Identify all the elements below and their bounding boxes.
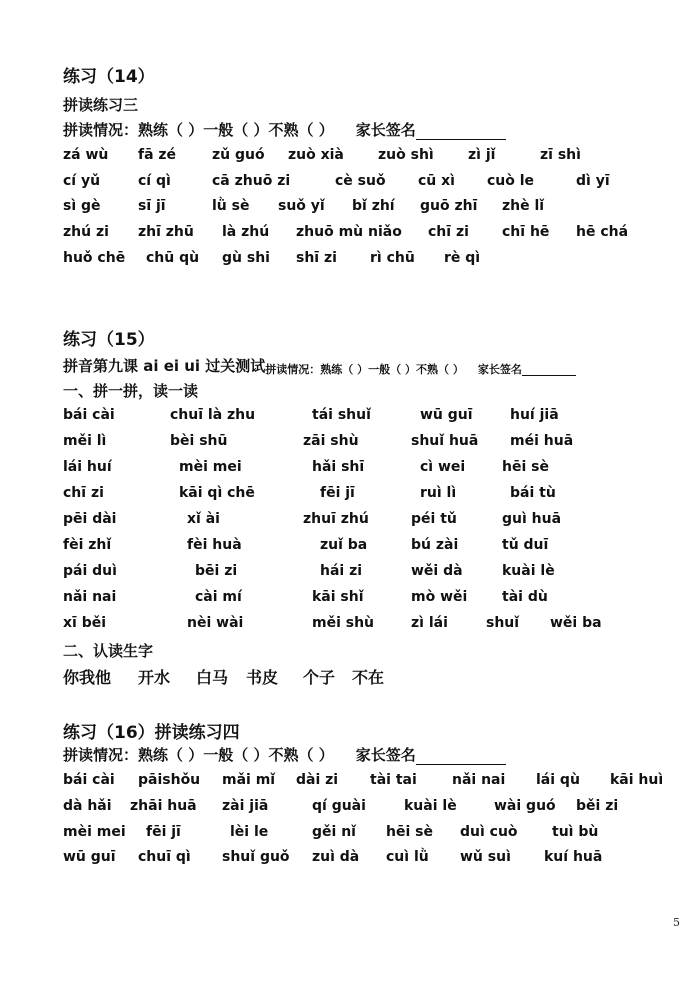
pinyin-word: zuò xià bbox=[288, 147, 344, 163]
status-label: 拼读情况： bbox=[63, 121, 139, 139]
pinyin-word: tái shuǐ bbox=[312, 407, 371, 423]
pinyin-word: lái qù bbox=[536, 772, 580, 788]
pinyin-word: bái cài bbox=[63, 407, 115, 423]
pinyin-word: pái duì bbox=[63, 563, 117, 579]
pinyin-word: mèi mei bbox=[179, 459, 242, 475]
pinyin-word: lǜ sè bbox=[212, 198, 250, 214]
pinyin-word: kuài lè bbox=[404, 798, 457, 814]
pinyin-word: hē chá bbox=[576, 224, 629, 240]
pinyin-word: bēi zi bbox=[195, 563, 238, 579]
pinyin-word: pēi dài bbox=[63, 511, 117, 527]
character-group: 你我他 bbox=[63, 668, 112, 687]
pinyin-word: dà hǎi bbox=[63, 798, 112, 814]
pinyin-word: cì wei bbox=[420, 459, 466, 475]
pinyin-word: hái zi bbox=[320, 563, 363, 579]
ex15-header-line bbox=[63, 355, 576, 376]
pinyin-word: shī zi bbox=[296, 250, 337, 266]
pinyin-word: méi huā bbox=[510, 433, 574, 449]
pinyin-word: sì gè bbox=[63, 198, 101, 214]
pinyin-word: fèi zhǐ bbox=[63, 537, 112, 553]
ex15-title: 练习（15） bbox=[63, 330, 155, 350]
pinyin-word: zá wù bbox=[63, 147, 109, 163]
pinyin-word: bèi shū bbox=[170, 433, 228, 449]
pinyin-word: cè suǒ bbox=[335, 173, 386, 189]
pinyin-word: zì jǐ bbox=[468, 147, 496, 163]
pinyin-word: nǎi nai bbox=[63, 589, 117, 605]
status-unfamiliar: 不熟（ ） bbox=[268, 121, 334, 139]
pinyin-word: zāi shù bbox=[303, 433, 359, 449]
pinyin-word: wū guī bbox=[63, 849, 116, 865]
pinyin-word: gěi nǐ bbox=[312, 824, 356, 840]
pinyin-word: fā zé bbox=[138, 147, 177, 163]
character-group: 书皮 bbox=[246, 668, 279, 687]
pinyin-word: fèi huà bbox=[187, 537, 242, 553]
ex14-status-line bbox=[63, 119, 506, 140]
ex14-subtitle: 拼读练习三 bbox=[63, 96, 139, 114]
pinyin-word: guō zhī bbox=[420, 198, 478, 214]
pinyin-word: xǐ ài bbox=[187, 511, 220, 527]
parent-signature-label: 家长签名 bbox=[477, 363, 522, 376]
pinyin-word: bái cài bbox=[63, 772, 115, 788]
character-group: 白马 bbox=[196, 668, 229, 687]
pinyin-word: rì chū bbox=[370, 250, 415, 266]
parent-signature-label: 家长签名 bbox=[355, 121, 416, 139]
pinyin-word: hēi sè bbox=[502, 459, 549, 475]
pinyin-word: wěi dà bbox=[411, 563, 463, 579]
character-group: 开水 bbox=[138, 668, 171, 687]
pinyin-word: fēi jī bbox=[146, 824, 181, 840]
character-group: 不在 bbox=[352, 668, 385, 687]
ex16-status-line bbox=[63, 744, 506, 765]
pinyin-word: cū xì bbox=[418, 173, 455, 189]
pinyin-word: zài jiā bbox=[222, 798, 269, 814]
pinyin-word: zuì dà bbox=[312, 849, 360, 865]
pinyin-word: tài tai bbox=[370, 772, 417, 788]
pinyin-word: nǎi nai bbox=[452, 772, 506, 788]
pinyin-word: cí yǔ bbox=[63, 173, 101, 189]
pinyin-word: hēi sè bbox=[386, 824, 433, 840]
pinyin-word: péi tǔ bbox=[411, 511, 457, 527]
pinyin-word: zuò shì bbox=[378, 147, 434, 163]
pinyin-word: tuì bù bbox=[552, 824, 599, 840]
status-label: 拼读情况： bbox=[265, 363, 321, 376]
pinyin-word: bú zài bbox=[411, 537, 459, 553]
ex15-section2-heading: 二、认读生字 bbox=[63, 642, 154, 660]
ex14-title: 练习（14） bbox=[63, 67, 155, 87]
pinyin-word: dì yī bbox=[576, 173, 610, 189]
pinyin-word: zhuō mù niǎo bbox=[296, 224, 402, 240]
status-unfamiliar: 不熟（ ） bbox=[415, 363, 464, 376]
pinyin-word: chū qù bbox=[146, 250, 200, 266]
pinyin-word: zhè lǐ bbox=[502, 198, 545, 214]
pinyin-word: cài mí bbox=[195, 589, 242, 605]
pinyin-word: pāishǒu bbox=[138, 772, 201, 788]
pinyin-word: měi shù bbox=[312, 615, 375, 631]
pinyin-word: guì huā bbox=[502, 511, 562, 527]
pinyin-word: zī shì bbox=[540, 147, 581, 163]
status-fluent: 熟练（ ） bbox=[138, 746, 204, 764]
pinyin-word: zhuī zhú bbox=[303, 511, 369, 527]
pinyin-word: cā zhuō zi bbox=[212, 173, 291, 189]
pinyin-word: kuí huā bbox=[544, 849, 603, 865]
pinyin-word: xī běi bbox=[63, 615, 107, 631]
pinyin-word: shuǐ bbox=[486, 615, 520, 631]
pinyin-word: zhāi huā bbox=[130, 798, 197, 814]
pinyin-word: bǐ zhí bbox=[352, 198, 395, 214]
pinyin-word: zhú zi bbox=[63, 224, 109, 240]
pinyin-word: běi zi bbox=[576, 798, 619, 814]
pinyin-word: lái huí bbox=[63, 459, 112, 475]
pinyin-word: sī jī bbox=[138, 198, 166, 214]
status-average: 一般（ ） bbox=[368, 363, 416, 376]
pinyin-word: wài guó bbox=[494, 798, 556, 814]
pinyin-word: wǔ suì bbox=[460, 849, 511, 865]
status-average: 一般（ ） bbox=[203, 746, 269, 764]
pinyin-word: chī zi bbox=[63, 485, 104, 501]
pinyin-word: měi lì bbox=[63, 433, 107, 449]
pinyin-word: rè qì bbox=[444, 250, 481, 266]
pinyin-word: shuǐ huā bbox=[411, 433, 479, 449]
pinyin-word: fēi jī bbox=[320, 485, 355, 501]
pinyin-word: zhī zhū bbox=[138, 224, 194, 240]
pinyin-word: dài zi bbox=[296, 772, 339, 788]
pinyin-word: kāi huì bbox=[610, 772, 664, 788]
status-fluent: 熟练（ ） bbox=[138, 121, 204, 139]
pinyin-word: chī zi bbox=[428, 224, 469, 240]
parent-signature-line[interactable] bbox=[416, 764, 506, 765]
parent-signature-label: 家长签名 bbox=[355, 746, 416, 764]
pinyin-word: zì lái bbox=[411, 615, 448, 631]
pinyin-word: shuǐ guǒ bbox=[222, 849, 290, 865]
pinyin-word: zǔ guó bbox=[212, 147, 265, 163]
pinyin-word: nèi wài bbox=[187, 615, 244, 631]
pinyin-word: ruì lì bbox=[420, 485, 457, 501]
pinyin-word: chuī qì bbox=[138, 849, 191, 865]
pinyin-word: kāi qì chē bbox=[179, 485, 255, 501]
status-fluent: 熟练（ ） bbox=[320, 363, 369, 376]
pinyin-word: là zhú bbox=[222, 224, 270, 240]
parent-signature-line[interactable] bbox=[522, 375, 576, 376]
pinyin-word: cí qì bbox=[138, 173, 171, 189]
pinyin-word: kāi shǐ bbox=[312, 589, 364, 605]
pinyin-word: hǎi shī bbox=[312, 459, 365, 475]
status-label: 拼读情况： bbox=[63, 746, 139, 764]
pinyin-word: huí jiā bbox=[510, 407, 559, 423]
character-group: 个子 bbox=[303, 668, 336, 687]
ex15-section1-heading: 一、拼一拼，读一读 bbox=[63, 382, 199, 400]
pinyin-word: bái tù bbox=[510, 485, 556, 501]
parent-signature-line[interactable] bbox=[416, 139, 506, 140]
pinyin-word: tài dù bbox=[502, 589, 548, 605]
pinyin-word: qí guài bbox=[312, 798, 366, 814]
ex16-title: 练习（16）拼读练习四 bbox=[63, 723, 240, 743]
pinyin-word: mèi mei bbox=[63, 824, 126, 840]
page-number: 5 bbox=[673, 916, 680, 929]
pinyin-word: chuī là zhu bbox=[170, 407, 256, 423]
status-average: 一般（ ） bbox=[203, 121, 269, 139]
pinyin-word: chī hē bbox=[502, 224, 550, 240]
pinyin-word: duì cuò bbox=[460, 824, 518, 840]
pinyin-word: wěi ba bbox=[550, 615, 602, 631]
status-unfamiliar: 不熟（ ） bbox=[268, 746, 334, 764]
pinyin-word: kuài lè bbox=[502, 563, 555, 579]
ex15-subtitle: 拼音第九课 ai ei ui 过关测试 bbox=[63, 357, 266, 375]
pinyin-word: huǒ chē bbox=[63, 250, 126, 266]
pinyin-word: suǒ yǐ bbox=[278, 198, 325, 214]
pinyin-word: cuò le bbox=[487, 173, 535, 189]
pinyin-word: tǔ duī bbox=[502, 537, 549, 553]
pinyin-word: gù shi bbox=[222, 250, 270, 266]
pinyin-word: cuì lǜ bbox=[386, 849, 429, 865]
pinyin-word: mǎi mǐ bbox=[222, 772, 276, 788]
pinyin-word: wū guī bbox=[420, 407, 473, 423]
pinyin-word: mò wěi bbox=[411, 589, 468, 605]
pinyin-word: zuǐ ba bbox=[320, 537, 368, 553]
pinyin-word: lèi le bbox=[230, 824, 269, 840]
